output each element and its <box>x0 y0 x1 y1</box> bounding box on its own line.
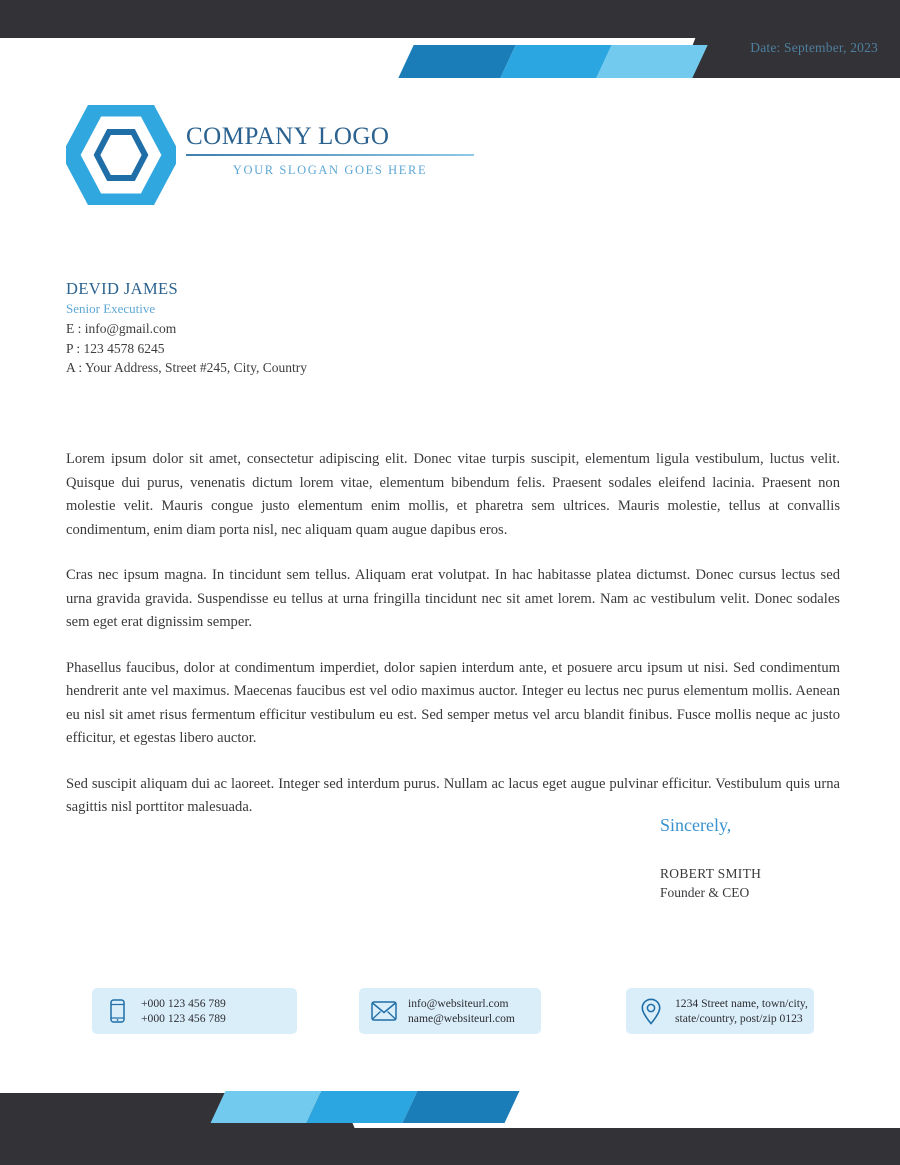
top-stripe-dark-blue <box>398 45 515 78</box>
location-pin-icon <box>638 997 664 1025</box>
footer-address-box[interactable] <box>626 988 814 1034</box>
footer-email-line-1: info@websiteurl.com <box>408 996 509 1010</box>
bottom-stripe-mid-blue <box>307 1091 418 1123</box>
sender-address: A : Your Address, Street #245, City, Country <box>66 360 308 375</box>
footer-address-line-2: state/country, post/zip 0123 <box>675 1012 803 1025</box>
top-stripe-light-blue <box>596 45 707 78</box>
letter-paragraph: Cras nec ipsum magna. In tincidunt sem tellus. Aliquam erat volutpat. In hac habitasse platea dictumst. Donec cursus lectus sed urna gravida gravida. Suspendisse eu tellus at urna fringilla tincidunt nec sit amet lorem. Nam ac vestibulum velit. Donec sodales sem eget erat dignissim semper. <box>66 567 840 630</box>
footer-email-line-2: name@websiteurl.com <box>408 1012 515 1025</box>
sender-phone: P : 123 4578 6245 <box>66 340 165 356</box>
sender-role: Senior Executive <box>66 301 156 316</box>
sender-name: DEVID JAMES <box>66 279 179 298</box>
logo-divider-rule <box>186 154 474 156</box>
top-decorative-stripes <box>398 45 698 78</box>
bottom-stripe-light-blue <box>211 1091 322 1123</box>
hexagon-logo-icon <box>66 105 176 205</box>
footer-contact-boxes <box>66 988 840 1034</box>
footer-phone-box[interactable] <box>92 988 297 1034</box>
footer-address-line-1: 1234 Street name, town/city, <box>675 996 808 1010</box>
footer-email-lines <box>408 996 515 1027</box>
document-date: Date: September, 2023 <box>750 40 878 55</box>
envelope-icon <box>371 997 397 1025</box>
footer-email-box[interactable] <box>359 988 541 1034</box>
bottom-stripe-dark-blue <box>403 1091 520 1123</box>
sender-details <box>66 278 546 378</box>
letter-paragraph: Phasellus faucibus, dolor at condimentum imperdiet, dolor sapien interdum ante, et posuere arcu ipsum ut nisi. Sed condimentum hendrerit ante vel maximus. Maecenas faucibus est vel odio maximus auctor. Integer eu lectus nec purus elementum mollis. Aenean eu nisl sit amet risus fermentum efficitur vestibulum eu est. Sed semper metus vel arcu blandit finibus. Fusce mollis neque ac justo efficitur, et egestas libero auctor. <box>66 659 840 746</box>
company-name: COMPANY LOGO <box>186 123 390 150</box>
footer-phone-line-1: +000 123 456 789 <box>141 996 226 1010</box>
top-stripe-mid-blue <box>500 45 611 78</box>
footer-address-lines <box>675 996 808 1027</box>
letter-paragraph: Sed suscipit aliquam dui ac laoreet. Integer sed interdum purus. Nullam ac lacus eget augue pulvinar efficitur. Vestibulum quis urna sagittis nisl porttitor malesuada. <box>66 775 840 815</box>
logo-text-group <box>186 123 486 178</box>
letter-paragraph: Lorem ipsum dolor sit amet, consectetur adipiscing elit. Donec vitae turpis suscipit, elementum ligula vestibulum, luctus velit. Quisque dui purus, venenatis dictum lorem vitae, elementum bibendum felis. Praesent sodales eleifend lacinia. Praesent non molestie velit. Mauris congue justo elementum enim mollis, et pharetra sem ultrices. Mauris molestie, tellus at convallis condimentum, enim diam porta nisl, nec aliquam quam augue dapibus eros. <box>66 451 840 538</box>
signoff-name: ROBERT SMITH <box>660 866 762 881</box>
letter-body <box>66 448 840 820</box>
logo-block <box>66 105 486 210</box>
bottom-dark-bar <box>0 1128 900 1165</box>
signoff-title: Founder & CEO <box>660 885 750 900</box>
signoff-block <box>660 812 840 902</box>
footer-phone-line-2: +000 123 456 789 <box>141 1012 226 1025</box>
signoff-spacer <box>660 838 840 864</box>
bottom-decorative-stripes <box>210 1091 520 1123</box>
sender-email: E : info@gmail.com <box>66 321 177 336</box>
top-dark-right-panel <box>680 0 900 78</box>
company-slogan: YOUR SLOGAN GOES HERE <box>232 162 428 177</box>
mobile-phone-icon <box>104 997 130 1025</box>
footer-phone-lines <box>141 996 226 1027</box>
signoff-closing: Sincerely, <box>660 815 732 835</box>
